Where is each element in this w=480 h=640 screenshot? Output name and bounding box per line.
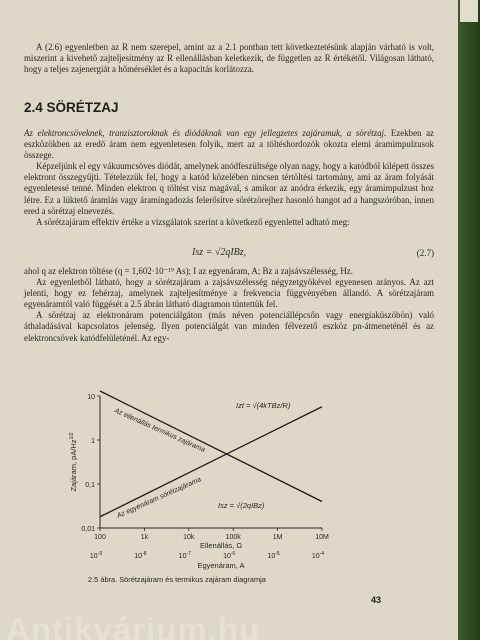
paragraph-text: A sörétzajáram effektív értéke a vizsgálatok szerint a következő egyenlettel adható meg:	[36, 216, 350, 227]
y-axis-label-exponent: 1/2	[69, 432, 75, 440]
x2-tick-exponent: -8	[142, 551, 147, 557]
series-label-thermal: Az ellenállás termikus zajárama	[113, 407, 206, 454]
intro-paragraph	[24, 42, 434, 75]
y-tick-label: 1	[91, 438, 95, 445]
x2-tick-label: $10^{-9}$	[89, 551, 103, 560]
x1-axis-label: Ellenállás, Ω	[200, 541, 242, 550]
x2-tick-label: $10^{-5}$	[267, 551, 280, 560]
section-body	[24, 128, 434, 228]
body-paragraph-1	[24, 128, 434, 161]
noise-chart	[60, 378, 350, 570]
paragraph-text: Képzeljünk el egy vákuumcsöves diódát, amelynek anódfeszültsége olyan nagy, hogy a katódból kilépett összes elektront összegyűjti. Tételezzük fel, hogy a katód közelében nincsen tértöltési tartomány, ami az áram folyását egyenletessé tenné. Minden elektron q töltést visz magával, s amikor az anódra érkezik, egy áramimpulzust hoz létre. Ez a lüktető áramlás vagy áramingadozás felerősítve sörétzörejhez hasonló hangot ad a hangszóróban, innen ered a sörétzaj elnevezés.	[24, 161, 434, 216]
watermark-text: Antikvárium.hu	[6, 611, 261, 640]
x2-tick-exponent: -5	[275, 551, 280, 557]
section-number: 2.4	[24, 100, 43, 115]
x1-tick-label: 10M	[315, 534, 329, 541]
body-paragraph-4: ahol q az elektron töltése (q = 1,602·10⁻¹⁹ As); I az egyenáram, A; Bz a zajsávszélesség, Hz.	[24, 266, 353, 276]
series-line	[100, 407, 322, 517]
section-title: SÖRÉTZAJ	[46, 100, 119, 115]
x2-tick-exponent: -4	[319, 551, 325, 557]
after-equation-body	[24, 266, 434, 344]
body-paragraph-3	[24, 217, 434, 228]
intro-text: A (2.6) egyenletben az R nem szerepel, amint az a 2.1 pontban tett következtetésünk alapján várható is volt, miszerint a kivehető zajteljesítmény az R ellenállásban keletkezik, de független az R értékétől. Világosan látható, hogy a teljes zajenergiát a hőmérséklet és a kapacitás korlátozza.	[24, 42, 434, 75]
x2-tick-label: $10^{-7}$	[178, 551, 191, 560]
x2-tick-label: $10^{-6}$	[223, 551, 236, 560]
section-heading	[24, 100, 119, 115]
equation-2-7	[24, 245, 434, 263]
x2-tick-exponent: -6	[230, 551, 236, 557]
y-tick-label: 0,1	[85, 482, 95, 489]
x2-tick-label: $10^{-8}$	[134, 551, 147, 560]
page-corner	[460, 0, 478, 22]
book-cover-edge	[458, 0, 480, 640]
x1-tick-label: 100k	[225, 534, 241, 541]
italic-lead: Az elektroncsöveknek, tranzisztoroknak és diódáknak van egy jellegzetes zajáramuk, a sörétzaj.	[24, 128, 387, 138]
paragraph-text: Ezekben az eszközökben az eredő áram nem egyenletesen folyik, mert az a töltéshordozók okozta elemi áramimpulzusok összege.	[24, 128, 434, 161]
body-paragraph-2	[24, 161, 434, 216]
equation-number: (2.7)	[416, 248, 434, 258]
x2-tick-exponent: -7	[186, 551, 191, 557]
x1-tick-label: 100	[94, 534, 106, 541]
x1-tick-label: 1M	[272, 534, 283, 541]
y-axis-label: Zajáram, $pA/Hz^{1/2}$	[69, 432, 78, 492]
formula-shot: Isz = √(2qIBz)	[218, 501, 265, 510]
x2-axis-label: Egyenáram, A	[197, 561, 245, 570]
equation-formula: Isz = √2qIBz,	[192, 247, 247, 258]
x1-tick-label: 1k	[140, 534, 149, 541]
body-paragraph-6: A sörétzaj az elektronáram potenciálgáton (más néven potenciállépcsőn vagy energiaküszöbön) való áthaladásával kapcsolatos jelenség. Ilyen potenciálgát van minden félvezető eszköz pn-átmeneténél és az elektroncsövek katódfelületénél. Az egy-	[24, 310, 434, 343]
page-number: 43	[371, 595, 382, 605]
figure-caption: 2.5 ábra. Sörétzajáram és termikus zajáram diagramja	[88, 575, 266, 584]
x2-tick-exponent: -9	[97, 551, 103, 557]
y-tick-label: 0,01	[81, 526, 95, 533]
x1-tick-label: 10k	[183, 534, 195, 541]
series-label-shot: Az egyenáram sörétzajárama	[115, 476, 203, 520]
formula-thermal: Izt = √(4kTBz/R)	[236, 401, 291, 410]
x2-tick-label: $10^{-4}$	[311, 551, 325, 560]
y-tick-label: 10	[87, 394, 95, 401]
body-paragraph-5: Az egyenletből látható, hogy a sörétzajáram a zajsávszélesség négyzetgyökével egyenesen arányos. Az azt jelenti, hogy ez fehérzaj, amelynek zajteljesítménye a frekvencia függvényében állandó. A sörétzajáram egyenáramtól való függését a 2.5 ábrán látható diagramon tüntettük fel.	[24, 277, 434, 310]
